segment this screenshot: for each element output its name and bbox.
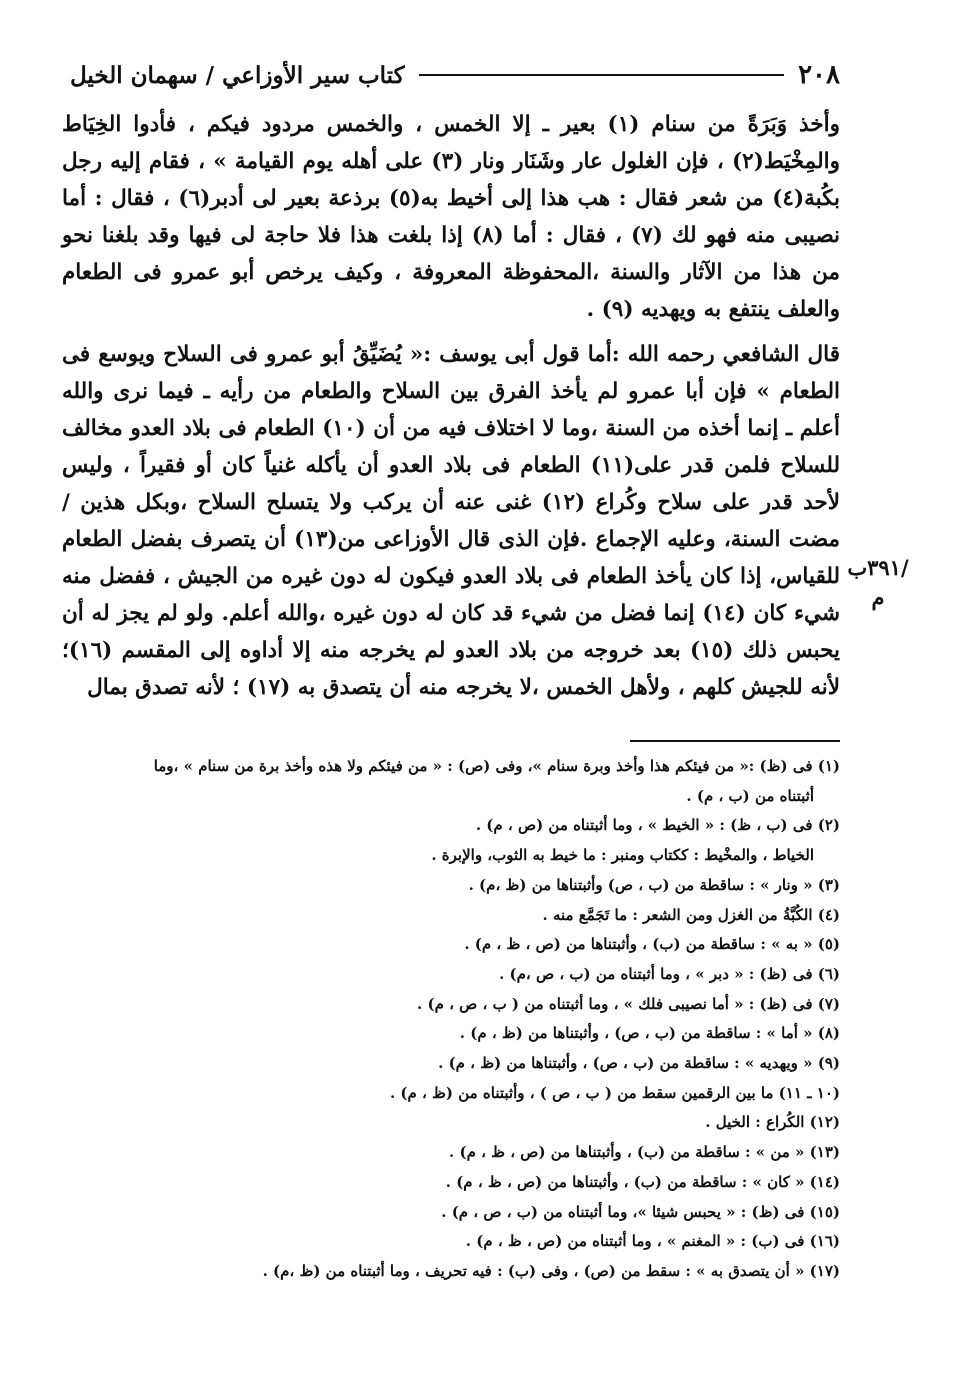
paragraph: قال الشافعي رحمه الله :أما قول أبى يوسف :« يُضَيِّقُ أبو عمرو فى السلاح ويوسع فى الطعام » فإن أبا عمرو لم يأخذ الفرق بين السلاح والطعام من رأيه ـ فيما نرى والله أعلم ـ إنما أخذه من السنة ،وما لا اختلاف فيه من أن (١٠) الطعام فى بلاد العدو مخالف للسلاح فلمن قدر على(١١) الطعام فى بلاد العدو أن يأكله غنياً كان أو فقيراً ، وليس لأحد قدر على سلاح وكُراع (١٢) غنى عنه أن يركب ولا يتسلح السلاح ،وبكل هذين /مضت السنة، وعليه الإجماع .فإن الذى قال الأوزاعى من(١٣) أن يتصرف بفضل الطعام للقياس، إذا كان يأخذ الطعام فى بلاد العدو فيكون له دون غيره من الجيش ، ففضل منه شيء كان (١٤) إنما فضل من شيء قد كان له دون غيره ،والله أعلم. ولو لم يجز له أن يحبس ذلك (١٥) بعد خروجه من بلاد العدو لم يخرجه منه إلا أداوه إلى المقسم (١٦)؛لأنه للجيش كلهم ، ولأهل الخمس ،لا يخرجه منه أن يتصدق به (١٧) ؛ لأنه تصدق بمال: [62, 342, 840, 700]
page-header: [70, 55, 840, 95]
footnote: (١٤) « كان » : ساقطة من (ب) ، وأثبتناها من (ص ، ظ ، م) .: [445, 1172, 840, 1191]
header-rule: [419, 74, 785, 76]
paragraph: وأخذ وَبَرَةً من سنام (١) بعير ـ إلا الخمس ، والخمس مردود فيكم ، فأدوا الخِيَاط والمِخْيَط(٢) ، فإن الغلول عار وشَنَار ونار (٣) على أهله يوم القيامة » ، فقام إليه رجل بكُبة(٤) من شعر فقال : هب هذا إلى أخيط به(٥) برذعة بعير لى أدبر(٦) ، فقال : أما نصيبى منه فهو لك (٧) ، فقال : أما (٨) إذا بلغت هذا فلا حاجة لى فيها وقد بلغنا نحو من هذا من الآثار والسنة ،المحفوظة المعروفة ، وكيف يرخص أبو عمرو فى الطعام والعلف ينتفع به ويهديه (٩) .: [62, 112, 841, 322]
main-text: [62, 106, 840, 706]
manuscript-folio-note: [843, 553, 913, 613]
footnote-separator: [630, 740, 840, 742]
manuscript-siglum: م: [871, 585, 885, 610]
footnote: (١٢) الكُراع : الخيل .: [705, 1113, 840, 1132]
footnote: (١) فى (ظ) :« من فيئكم هذا وأخذ وبرة سنام »، وفى (ص) : « من فيئكم ولا هذه وأخذ برة من سنام » ،وما: [153, 757, 840, 775]
footnote: (١٦) فى (ب) : « المغنم » ، وما أثبتناه من (ص ، ظ ، م) .: [465, 1232, 840, 1251]
footnote-gloss: الخياط ، والمخْيط : ككتاب ومنبر : ما خيط به الثوب، والإبرة .: [431, 846, 814, 865]
footnote: (٦) فى (ظ) : « دبر » ، وما أثبتناه من (ب ، ص ،م) .: [499, 964, 840, 983]
footnote: (٥) « به » : ساقطة من (ب) ، وأثبتناها من (ص ، ظ ، م) .: [464, 935, 840, 954]
footnote: (١٣) « من » : ساقطة من (ب) ، وأثبتناها من (ص ، ظ ، م) .: [449, 1143, 840, 1162]
page-number: ٢٠٨: [798, 60, 840, 90]
footnote: (٩) « ويهديه » : ساقطة من (ب ، ص) ، وأثبتناها من (ظ ، م) .: [438, 1054, 840, 1073]
footnote: (٧) فى (ظ) : « أما نصيبى فلك » ، وما أثبتناه من ( ب ، ص ، م) .: [417, 994, 840, 1013]
folio-reference: /٣٩١ب: [847, 555, 909, 580]
footnote: (٤) الكُبَّةُ من الغزل ومن الشعر : ما تَجَمَّع منه .: [542, 905, 840, 924]
footnote: (١٧) « أن يتصدق به » : سقط من (ص) ، وفى (ب) : فيه تحريف ، وما أثبتناه من (ظ ،م) .: [262, 1261, 840, 1280]
footnote: (٨) « أما » : ساقطة من (ب ، ص) ، وأثبتناها من (ظ ، م) .: [459, 1024, 840, 1043]
running-title: كتاب سير الأوزاعي / سهمان الخيل: [70, 61, 405, 89]
footnotes: [62, 752, 840, 1287]
footnote: (٣) « ونار » : ساقطة من (ب ، ص) وأثبتناها من (ظ ،م) .: [468, 875, 840, 894]
footnote-continuation: أثبتناه من (ب ، م) .: [686, 786, 814, 805]
footnote: (٢) فى (ب ، ظ) : « الخيط » ، وما أثبتناه من (ص ، م) .: [475, 816, 840, 835]
footnote: (١٠ ـ ١١) ما بين الرقمين سقط من ( ب ، ص ) ، وأثبتناه من (ظ ، م) .: [389, 1083, 840, 1102]
footnote: (١٥) فى (ظ) : « يحبس شيئا »، وما أثبتناه من (ب ، ص ، م) .: [441, 1202, 840, 1221]
